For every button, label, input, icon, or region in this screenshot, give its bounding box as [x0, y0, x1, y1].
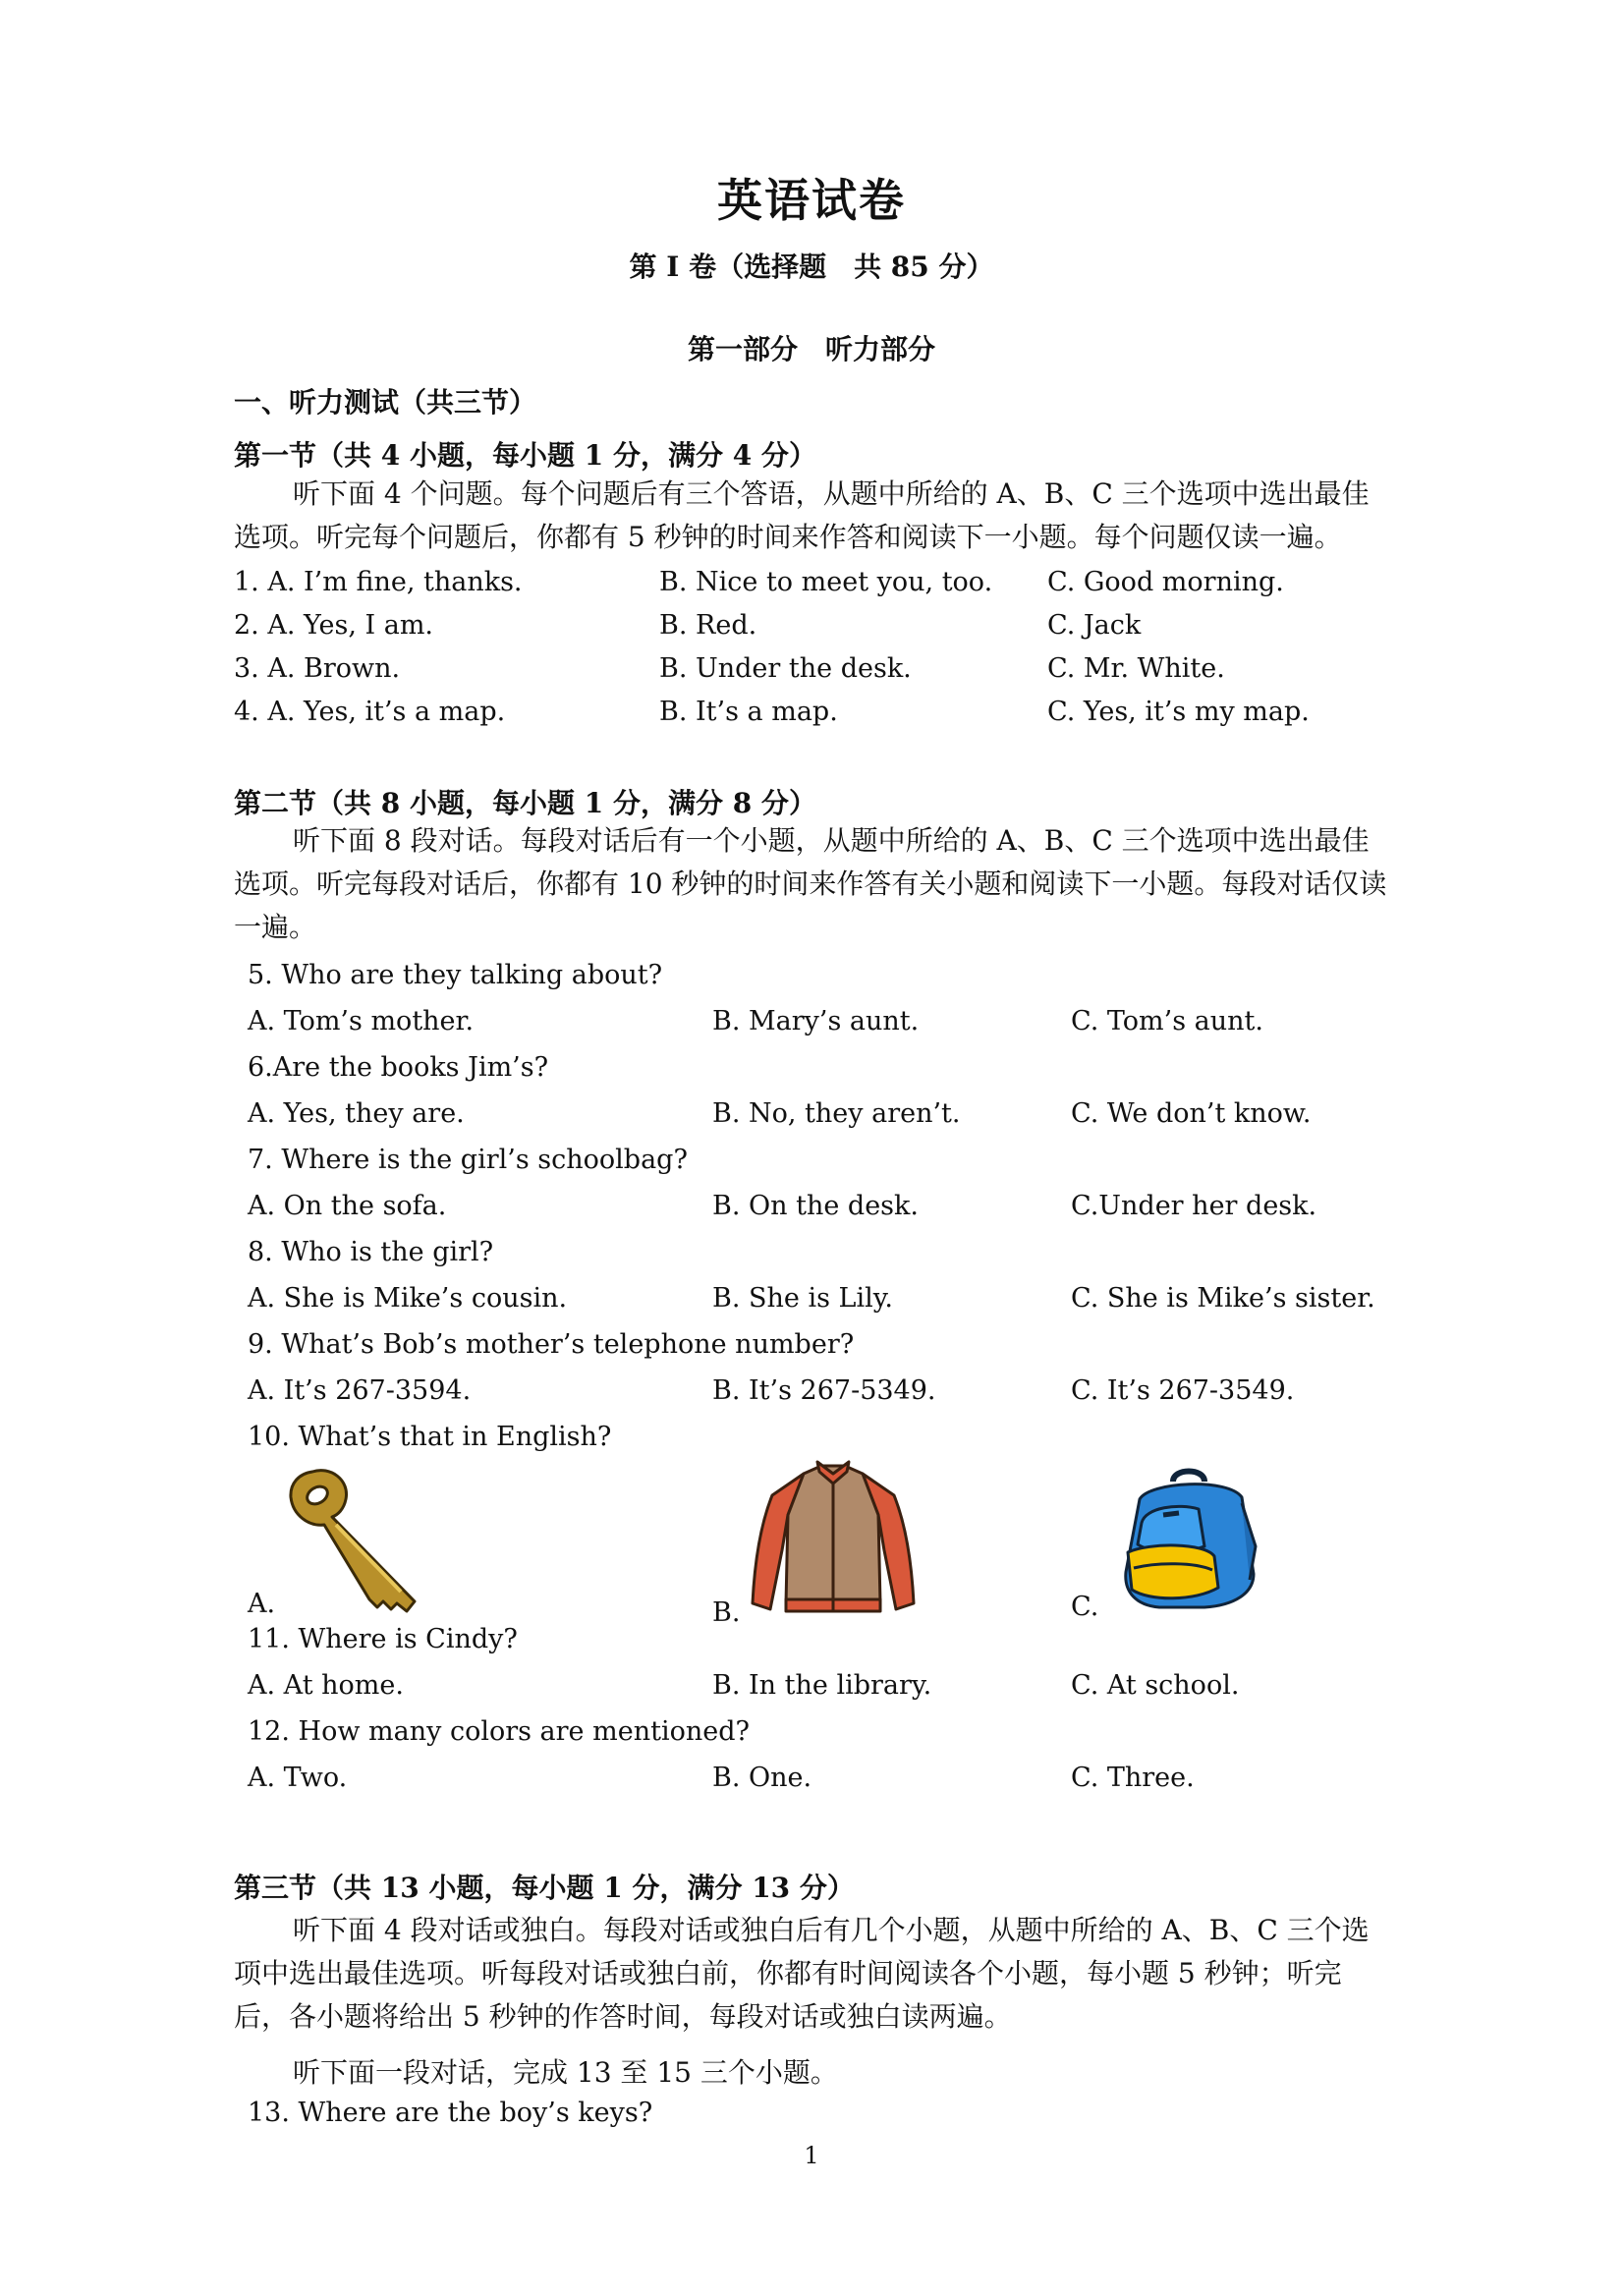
- jacket-icon: [749, 1456, 918, 1621]
- key-icon: [285, 1466, 432, 1621]
- q11-option-c: C. At school.: [1071, 1670, 1240, 1701]
- sec2-heading: 第二节（共 8 小题，每小题 1 分，满分 8 分）: [234, 787, 816, 819]
- q5-option-b: B. Mary’s aunt.: [712, 1006, 920, 1036]
- q2-option-b: B. Red.: [659, 610, 757, 641]
- sec3-heading: 第三节（共 13 小题，每小题 1 分，满分 13 分）: [234, 1872, 855, 1904]
- q7-option-b: B. On the desk.: [712, 1191, 919, 1221]
- q4-option-c: C. Yes, it’s my map.: [1047, 697, 1310, 727]
- q10-option-c-label: C.: [1071, 1592, 1099, 1622]
- q13-question: 13. Where are the boy’s keys?: [248, 2098, 653, 2128]
- q2-option-a: 2. A. Yes, I am.: [234, 610, 434, 641]
- paper-subtitle: 第 I 卷（选择题 共 85 分）: [629, 251, 994, 283]
- q10-option-a-label: A.: [248, 1589, 276, 1619]
- q6-option-a: A. Yes, they are.: [248, 1098, 465, 1129]
- q8-option-b: B. She is Lily.: [712, 1283, 893, 1314]
- q9-option-c: C. It’s 267-3549.: [1071, 1375, 1295, 1406]
- q6-option-b: B. No, they aren’t.: [712, 1098, 961, 1129]
- page-title: 英语试卷: [717, 174, 906, 227]
- q4-option-b: B. It’s a map.: [659, 697, 838, 727]
- q12-option-c: C. Three.: [1071, 1763, 1195, 1793]
- q7-option-a: A. On the sofa.: [248, 1191, 447, 1221]
- sec1-heading: 第一节（共 4 小题，每小题 1 分，满分 4 分）: [234, 439, 816, 472]
- sec3-sub-instruction: 听下面一段对话，完成 13 至 15 三个小题。: [293, 2056, 838, 2089]
- section-main-heading: 一、听力测试（共三节）: [234, 386, 537, 419]
- part-heading: 第一部分 听力部分: [687, 333, 935, 365]
- q4-option-a: 4. A. Yes, it’s a map.: [234, 697, 506, 727]
- q8-option-a: A. She is Mike’s cousin.: [248, 1283, 568, 1314]
- q1-option-a: 1. A. I’m fine, thanks.: [234, 567, 523, 597]
- q1-option-b: B. Nice to meet you, too.: [659, 567, 993, 597]
- q5-option-c: C. Tom’s aunt.: [1071, 1006, 1263, 1036]
- q12-question: 12. How many colors are mentioned?: [248, 1716, 750, 1747]
- q5-option-a: A. Tom’s mother.: [248, 1006, 475, 1036]
- q9-question: 9. What’s Bob’s mother’s telephone number?: [248, 1329, 855, 1360]
- q11-question: 11. Where is Cindy?: [248, 1624, 518, 1654]
- q12-option-b: B. One.: [712, 1763, 812, 1793]
- q2-option-c: C. Jack: [1047, 610, 1142, 641]
- q3-option-b: B. Under the desk.: [659, 653, 912, 684]
- q11-option-b: B. In the library.: [712, 1670, 932, 1701]
- q10-option-b-label: B.: [712, 1597, 741, 1628]
- sec2-instructions: 听下面 8 段对话。每段对话后有一个小题，从题中所给的 A、B、C 三个选项中选出最佳选项。听完每段对话后，你都有 10 秒钟的时间来作答有关小题和阅读下一小题。每段对话仅读一遍。: [234, 824, 1387, 943]
- sec3-instructions: 听下面 4 段对话或独白。每段对话或独白后有几个小题，从题中所给的 A、B、C 三个选项中选出最佳选项。听每段对话或独白前，你都有时间阅读各个小题，每小题 5 秒钟；听完后，各小题将给出 5 秒钟的作答时间，每段对话或独白读两遍。: [234, 1914, 1370, 2033]
- q10-question: 10. What’s that in English?: [248, 1422, 612, 1452]
- q5-question: 5. Who are they talking about?: [248, 960, 663, 990]
- backpack-icon: [1110, 1464, 1259, 1613]
- q12-option-a: A. Two.: [248, 1763, 348, 1793]
- q7-question: 7. Where is the girl’s schoolbag?: [248, 1145, 688, 1175]
- q11-option-a: A. At home.: [248, 1670, 404, 1701]
- q6-option-c: C. We don’t know.: [1071, 1098, 1312, 1129]
- q9-option-b: B. It’s 267-5349.: [712, 1375, 936, 1406]
- q3-option-a: 3. A. Brown.: [234, 653, 401, 684]
- q7-option-c: C.Under her desk.: [1071, 1191, 1317, 1221]
- q3-option-c: C. Mr. White.: [1047, 653, 1225, 684]
- sec1-instructions: 听下面 4 个问题。每个问题后有三个答语，从题中所给的 A、B、C 三个选项中选出最佳选项。听完每个问题后，你都有 5 秒钟的时间来作答和阅读下一小题。每个问题仅读一遍。: [234, 477, 1370, 553]
- q1-option-c: C. Good morning.: [1047, 567, 1284, 597]
- q8-option-c: C. She is Mike’s sister.: [1071, 1283, 1375, 1314]
- q8-question: 8. Who is the girl?: [248, 1237, 494, 1267]
- page-number: 1: [804, 2142, 819, 2169]
- q6-question: 6.Are the books Jim’s?: [248, 1052, 549, 1083]
- q9-option-a: A. It’s 267-3594.: [248, 1375, 472, 1406]
